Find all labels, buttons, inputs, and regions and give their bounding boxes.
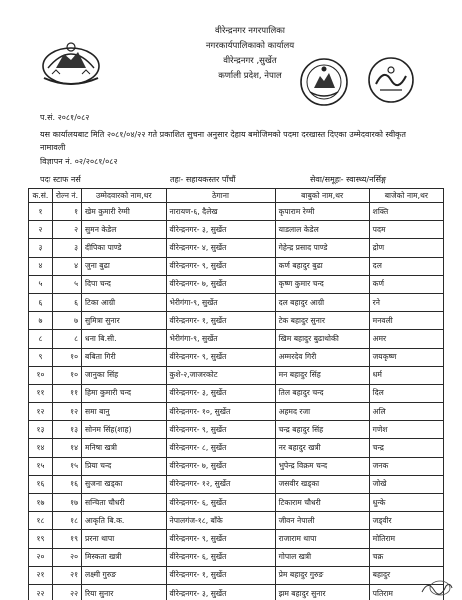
cell-address: वीरेन्द्रनगर- ६, सुर्खेत bbox=[166, 548, 275, 566]
cell-serial: १० bbox=[29, 366, 53, 384]
cell-address: वीरेन्द्रनगर- ९, सुर्खेत bbox=[166, 348, 275, 366]
cell-address: कुशे-२,जाजरकोट bbox=[166, 366, 275, 384]
cell-candidate-name: दिपा चन्द bbox=[82, 275, 166, 293]
table-row bbox=[29, 348, 444, 366]
table-row bbox=[29, 293, 444, 311]
cell-serial: २० bbox=[29, 548, 53, 566]
cell-roll: २० bbox=[52, 548, 81, 566]
cell-candidate-name: लक्ष्मी गुरुङ bbox=[82, 566, 166, 584]
cell-candidate-name: सन्चिता चौधरी bbox=[82, 494, 166, 512]
table-header-row bbox=[29, 189, 444, 203]
cell-grandfather-name: जोखे bbox=[369, 475, 443, 493]
cell-grandfather-name: अलि bbox=[369, 403, 443, 421]
col-candidate-name: उम्मेदवारको नाम,थर bbox=[82, 189, 166, 203]
cell-address: वीरेन्द्रनगर- ७, सुर्खेत bbox=[166, 457, 275, 475]
col-grandfather-name: बाजेको नाम,थर bbox=[369, 189, 443, 203]
table-row bbox=[29, 548, 444, 566]
notice-text: यस कार्यालयबाट मिति २०८१/०४/२२ गते प्रकाशित सुचना अनुसार देहाय बमोजिमको पदमा दरखास्त दिएका उम्मेदवारको स्वीकृत नामावली bbox=[40, 130, 406, 152]
cell-grandfather-name: बहादुर bbox=[369, 566, 443, 584]
cell-roll: १२ bbox=[52, 403, 81, 421]
cell-father-name: अम्मरदेव गिरी bbox=[275, 348, 369, 366]
cell-candidate-name: मनिषा खत्री bbox=[82, 439, 166, 457]
municipality-name: वीरेन्द्रनगर नगरपालिका bbox=[215, 26, 285, 36]
cell-serial: १३ bbox=[29, 421, 53, 439]
municipality-logo-icon bbox=[296, 56, 352, 108]
cell-roll: १० bbox=[52, 348, 81, 366]
table-row bbox=[29, 203, 444, 221]
table-row bbox=[29, 312, 444, 330]
col-father-name: बाबुको नाम,थर bbox=[275, 189, 369, 203]
cell-roll: २१ bbox=[52, 566, 81, 584]
cell-address: भेरीगंगा-९, सुर्खेत bbox=[166, 293, 275, 311]
partner-logo-icon bbox=[360, 54, 422, 106]
cell-father-name: खिम बहादुर बुढाथोकी bbox=[275, 330, 369, 348]
cell-candidate-name: धना बि.सी. bbox=[82, 330, 166, 348]
cell-serial: १५ bbox=[29, 457, 53, 475]
cell-address: वीरेन्द्रनगर- १, सुर्खेत bbox=[166, 566, 275, 584]
cell-serial: १६ bbox=[29, 475, 53, 493]
cell-father-name: कृपाराम रेग्मी bbox=[275, 203, 369, 221]
level-label: तहः- सहायकस्तर पाँचौं bbox=[170, 175, 236, 184]
cell-father-name: याडलाल केडेल bbox=[275, 221, 369, 239]
cell-father-name: गेहेन्द्र प्रसाद पाण्डे bbox=[275, 239, 369, 257]
table-row bbox=[29, 366, 444, 384]
cell-grandfather-name: मनवली bbox=[369, 312, 443, 330]
cell-roll: ५ bbox=[52, 275, 81, 293]
cell-candidate-name: प्ररना थापा bbox=[82, 530, 166, 548]
cell-serial: ६ bbox=[29, 293, 53, 311]
cell-candidate-name: प्रिया चन्द bbox=[82, 457, 166, 475]
cell-roll: १८ bbox=[52, 512, 81, 530]
table-row bbox=[29, 257, 444, 275]
cell-candidate-name: दीपिका पाण्डे bbox=[82, 239, 166, 257]
cell-father-name: कर्ण बहादुर बुढा bbox=[275, 257, 369, 275]
table-row bbox=[29, 512, 444, 530]
cell-serial: १४ bbox=[29, 439, 53, 457]
cell-candidate-name: सुजना खड्का bbox=[82, 475, 166, 493]
cell-roll: १५ bbox=[52, 457, 81, 475]
cell-candidate-name: मिस्कता खत्री bbox=[82, 548, 166, 566]
cell-father-name: कृष्ण कुमार चन्द bbox=[275, 275, 369, 293]
cell-father-name: अहमद रजा bbox=[275, 403, 369, 421]
post-label: पदः स्टाफ नर्स bbox=[40, 175, 81, 184]
cell-serial: २ bbox=[29, 221, 53, 239]
table-row bbox=[29, 221, 444, 239]
table-row bbox=[29, 457, 444, 475]
col-address: ठेगाना bbox=[166, 189, 275, 203]
office-name: नगरकार्यपालिकाको कार्यालय bbox=[205, 41, 295, 51]
cell-roll: ११ bbox=[52, 384, 81, 402]
cell-address: नेपालगंज-१८, बाँके bbox=[166, 512, 275, 530]
col-roll: रोल्न नं. bbox=[52, 189, 81, 203]
signature-mark-icon bbox=[420, 576, 454, 598]
cell-address: वीरेन्द्रनगर- ३, सुर्खेत bbox=[166, 221, 275, 239]
cell-candidate-name: खेम कुमारी रेग्मी bbox=[82, 203, 166, 221]
cell-candidate-name: टिका आग्री bbox=[82, 293, 166, 311]
cell-serial: २२ bbox=[29, 584, 53, 600]
province-name: कर्णाली प्रदेश, नेपाल bbox=[218, 71, 282, 81]
cell-father-name: जसवीर खड्का bbox=[275, 475, 369, 493]
cell-father-name: गोपाल खत्री bbox=[275, 548, 369, 566]
cell-father-name: तिल बहादुर चन्द bbox=[275, 384, 369, 402]
cell-candidate-name: जानुका सिंह bbox=[82, 366, 166, 384]
cell-grandfather-name: मोतिराम bbox=[369, 530, 443, 548]
cell-grandfather-name: दल bbox=[369, 257, 443, 275]
table-row bbox=[29, 330, 444, 348]
table-row bbox=[29, 239, 444, 257]
cell-candidate-name: आकृति बि.क. bbox=[82, 512, 166, 530]
cell-father-name: जीवन नेपाली bbox=[275, 512, 369, 530]
cell-father-name: टिकाराम चौधरी bbox=[275, 494, 369, 512]
cell-candidate-name: सुमित्रा सुनार bbox=[82, 312, 166, 330]
cell-father-name: नर बहादुर खत्री bbox=[275, 439, 369, 457]
cell-candidate-name: बबिता गिरी bbox=[82, 348, 166, 366]
cell-father-name: प्रेम बहादुर गुरुङ bbox=[275, 566, 369, 584]
cell-grandfather-name: शक्ति bbox=[369, 203, 443, 221]
cell-address: वीरेन्द्रनगर- ९, सुर्खेत bbox=[166, 530, 275, 548]
cell-grandfather-name: धर्म bbox=[369, 366, 443, 384]
col-serial: क.सं. bbox=[29, 189, 53, 203]
cell-roll: ८ bbox=[52, 330, 81, 348]
cell-father-name: मन बहादुर सिंह bbox=[275, 366, 369, 384]
cell-grandfather-name: चक्र bbox=[369, 548, 443, 566]
cell-roll: ६ bbox=[52, 293, 81, 311]
cell-grandfather-name: दिल bbox=[369, 384, 443, 402]
cell-serial: ३ bbox=[29, 239, 53, 257]
table-row bbox=[29, 403, 444, 421]
cell-address: वीरेन्द्रनगर- ९, सुर्खेत bbox=[166, 257, 275, 275]
cell-serial: २१ bbox=[29, 566, 53, 584]
cell-address: वीरेन्द्रनगर- ७, सुर्खेत bbox=[166, 275, 275, 293]
candidate-rows bbox=[29, 203, 444, 600]
cell-grandfather-name: चन्द्र bbox=[369, 439, 443, 457]
cell-grandfather-name: द्रोण bbox=[369, 239, 443, 257]
cell-serial: १८ bbox=[29, 512, 53, 530]
table-row bbox=[29, 494, 444, 512]
cell-serial: १२ bbox=[29, 403, 53, 421]
table-row bbox=[29, 421, 444, 439]
cell-address: नारायण-६, दैलेख bbox=[166, 203, 275, 221]
reference-number: प.सं. २०८१/०८२ bbox=[40, 113, 90, 122]
table-row bbox=[29, 566, 444, 584]
cell-grandfather-name: गणेश bbox=[369, 421, 443, 439]
advertisement-number: विज्ञापन नं. ०२/२०८१/०८२ bbox=[40, 157, 118, 166]
cell-address: वीरेन्द्रनगर- ३, सुर्खेत bbox=[166, 584, 275, 600]
cell-grandfather-name: पतिराम bbox=[369, 584, 443, 600]
table-row bbox=[29, 439, 444, 457]
cell-roll: १४ bbox=[52, 439, 81, 457]
cell-roll: १९ bbox=[52, 530, 81, 548]
cell-grandfather-name: अमर bbox=[369, 330, 443, 348]
cell-roll: ७ bbox=[52, 312, 81, 330]
cell-father-name: दल बहादुर आग्री bbox=[275, 293, 369, 311]
cell-address: वीरेन्द्रनगर- ८, सुर्खेत bbox=[166, 439, 275, 457]
cell-grandfather-name: पदम bbox=[369, 221, 443, 239]
table-row bbox=[29, 584, 444, 600]
cell-serial: ५ bbox=[29, 275, 53, 293]
table-row bbox=[29, 475, 444, 493]
cell-grandfather-name: कर्ण bbox=[369, 275, 443, 293]
cell-serial: ९ bbox=[29, 348, 53, 366]
cell-father-name: राजाराम थापा bbox=[275, 530, 369, 548]
cell-candidate-name: समा बानु bbox=[82, 403, 166, 421]
cell-father-name: चन्द्र बहादुर सिंह bbox=[275, 421, 369, 439]
cell-address: वीरेन्द्रनगर- १, सुर्खेत bbox=[166, 312, 275, 330]
cell-serial: १ bbox=[29, 203, 53, 221]
cell-roll: १० bbox=[52, 366, 81, 384]
cell-roll: ३ bbox=[52, 239, 81, 257]
cell-serial: ८ bbox=[29, 330, 53, 348]
cell-serial: ४ bbox=[29, 257, 53, 275]
cell-serial: ७ bbox=[29, 312, 53, 330]
cell-roll: १ bbox=[52, 203, 81, 221]
cell-grandfather-name: धुन्के bbox=[369, 494, 443, 512]
cell-roll: १६ bbox=[52, 475, 81, 493]
service-label: सेवा/समूहः- स्वास्थ्य/नर्सिङ्ग bbox=[310, 175, 387, 184]
cell-serial: ११ bbox=[29, 384, 53, 402]
cell-address: वीरेन्द्रनगर- ६, सुर्खेत bbox=[166, 494, 275, 512]
table-row bbox=[29, 530, 444, 548]
cell-roll: २२ bbox=[52, 584, 81, 600]
cell-roll: २ bbox=[52, 221, 81, 239]
table-row bbox=[29, 275, 444, 293]
cell-address: वीरेन्द्रनगर- ४, सुर्खेत bbox=[166, 239, 275, 257]
cell-address: वीरेन्द्रनगर- ३, सुर्खेत bbox=[166, 384, 275, 402]
cell-roll: १३ bbox=[52, 421, 81, 439]
cell-grandfather-name: रने bbox=[369, 293, 443, 311]
cell-candidate-name: रिया सुनार bbox=[82, 584, 166, 600]
cell-grandfather-name: जड्वीर bbox=[369, 512, 443, 530]
cell-address: वीरेन्द्रनगर- १२, सुर्खेत bbox=[166, 475, 275, 493]
cell-roll: १७ bbox=[52, 494, 81, 512]
cell-grandfather-name: जनक bbox=[369, 457, 443, 475]
cell-serial: १९ bbox=[29, 530, 53, 548]
cell-address: वीरेन्द्रनगर- ९, सुर्खेत bbox=[166, 421, 275, 439]
cell-serial: १७ bbox=[29, 494, 53, 512]
candidate-table bbox=[28, 188, 444, 600]
cell-address: भेरीगंगा-९, सुर्खेत bbox=[166, 330, 275, 348]
cell-address: वीरेन्द्रनगर- १०, सुर्खेत bbox=[166, 403, 275, 421]
nepal-coat-of-arms-icon bbox=[38, 38, 104, 88]
cell-grandfather-name: जयकृष्ण bbox=[369, 348, 443, 366]
cell-candidate-name: सुमन केडेल bbox=[82, 221, 166, 239]
cell-roll: ४ bbox=[52, 257, 81, 275]
cell-father-name: टेक बहादुर सुनार bbox=[275, 312, 369, 330]
cell-candidate-name: जुना बुढा bbox=[82, 257, 166, 275]
cell-father-name: भुपेन्द्र विक्रम चन्द bbox=[275, 457, 369, 475]
cell-father-name: झम बहादुर सुनार bbox=[275, 584, 369, 600]
table-row bbox=[29, 384, 444, 402]
office-location: वीरेन्द्रनगर ,सुर्खेत bbox=[223, 56, 277, 66]
cell-candidate-name: हिमा कुमारी चन्द bbox=[82, 384, 166, 402]
cell-candidate-name: सोनम सिंह(शाह) bbox=[82, 421, 166, 439]
